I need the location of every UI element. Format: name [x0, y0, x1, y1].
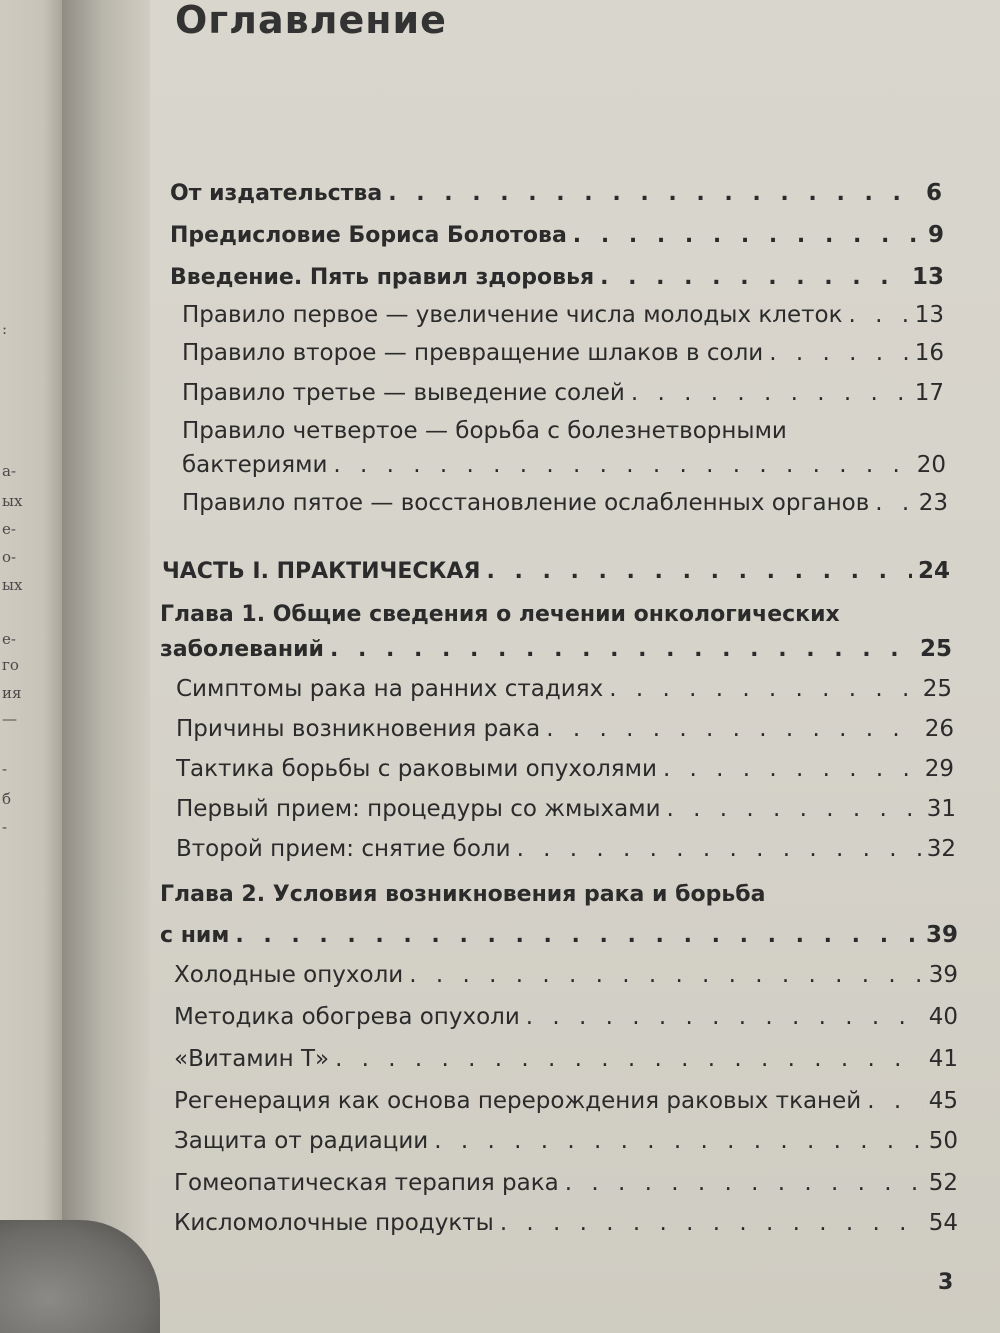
toc-entry-title: Правило третье — выведение солей	[182, 380, 625, 406]
facing-page-fragment: е-	[2, 520, 16, 538]
facing-page-fragment: -	[2, 760, 8, 778]
dot-leader	[867, 1088, 923, 1114]
page-title: Оглавление	[175, 0, 447, 42]
dot-leader	[609, 676, 917, 702]
toc-entry-title: Холодные опухоли	[174, 962, 404, 988]
toc-page-number: 32	[926, 836, 956, 862]
toc-page-number: 29	[924, 756, 954, 782]
toc-entry-title: Регенерация как основа перерождения раковых тканей	[174, 1088, 862, 1114]
dot-leader	[333, 452, 910, 478]
toc-entry-title: Тактика борьбы с раковыми опухолями	[176, 756, 657, 782]
toc-heading	[160, 922, 958, 948]
toc-entry	[174, 962, 958, 988]
toc-entry	[176, 756, 954, 782]
toc-heading	[170, 180, 942, 206]
toc-page-number: 23	[918, 490, 948, 516]
toc-entry	[182, 380, 944, 406]
toc-entry-title: От издательства	[170, 181, 383, 206]
dot-leader	[849, 302, 909, 328]
toc-heading	[170, 264, 944, 290]
dot-leader	[526, 1004, 923, 1030]
toc-entry	[182, 340, 944, 366]
facing-page-fragment: -	[2, 818, 8, 836]
toc-page-number: 40	[928, 1004, 958, 1030]
toc-entry-title: Кисломолочные продукты	[174, 1210, 494, 1236]
book-gutter	[62, 0, 152, 1333]
dot-leader	[517, 836, 921, 862]
facing-page-fragment: б	[2, 790, 12, 808]
toc-entry	[174, 1210, 958, 1236]
dot-leader	[667, 796, 921, 822]
dot-leader	[335, 1046, 923, 1072]
toc-page-number: 13	[911, 264, 944, 290]
facing-page-fragment: го	[2, 656, 19, 674]
facing-page-edge	[0, 0, 62, 1333]
toc-entry-first-line: Глава 1. Общие сведения о лечении онкологических	[160, 602, 840, 627]
toc-entry-first-line: Правило четвертое — борьба с болезнетворными	[182, 418, 787, 444]
toc-page-number: 13	[914, 302, 944, 328]
toc-entry	[174, 1004, 958, 1030]
dot-leader	[434, 1128, 922, 1154]
toc-entry	[182, 452, 946, 478]
toc-entry-first-line: Глава 2. Условия возникновения рака и борьба	[160, 882, 766, 907]
toc-entry-title: Защита от радиации	[174, 1128, 429, 1154]
toc-heading	[170, 222, 944, 248]
facing-page-fragment: :	[2, 320, 8, 338]
toc-entry	[176, 796, 956, 822]
toc-entry-title: с ним	[160, 923, 230, 948]
toc-page-number: 50	[928, 1128, 958, 1154]
facing-page-fragment: о-	[2, 548, 17, 566]
toc-page-number: 24	[917, 558, 950, 584]
dot-leader	[486, 559, 912, 584]
dot-leader	[573, 223, 922, 248]
toc-page-number: 20	[916, 452, 946, 478]
toc-entry-title: Второй прием: снятие боли	[176, 836, 511, 862]
facing-page-fragment: ых	[2, 492, 23, 510]
dot-leader	[409, 962, 923, 988]
toc-heading	[162, 558, 950, 584]
toc-entry	[182, 490, 948, 516]
toc-entry-title: Первый прием: процедуры со жмыхами	[176, 796, 661, 822]
toc-entry-title: Симптомы рака на ранних стадиях	[176, 676, 604, 702]
toc-entry	[174, 1170, 958, 1196]
page-number: 3	[938, 1270, 954, 1295]
dot-leader	[235, 923, 920, 948]
toc-entry	[176, 676, 952, 702]
facing-page-fragment: —	[2, 710, 17, 728]
toc-page-number: 9	[927, 222, 944, 248]
toc-page-number: 31	[926, 796, 956, 822]
toc-entry-title: Правило второе — превращение шлаков в соли	[182, 340, 764, 366]
toc-entry	[174, 1046, 958, 1072]
toc-page-number: 25	[922, 676, 952, 702]
toc-page-number: 41	[928, 1046, 958, 1072]
toc-entry-title: заболеваний	[160, 637, 324, 662]
facing-page-fragment: ых	[2, 576, 23, 594]
toc-entry-title: Правило пятое — восстановление ослабленных органов	[182, 490, 870, 516]
toc-page-number: 39	[925, 922, 958, 948]
toc-entry-title: Причины возникновения рака	[176, 716, 541, 742]
facing-page-fragment: ия	[2, 684, 22, 702]
dot-leader	[565, 1170, 923, 1196]
toc-page-number: 25	[919, 636, 952, 662]
toc-entry-title: Гомеопатическая терапия рака	[174, 1170, 559, 1196]
dot-leader	[769, 340, 908, 366]
toc-entry-title: Правило первое — увеличение числа молодых клеток	[182, 302, 843, 328]
toc-page-number: 26	[924, 716, 954, 742]
toc-entry	[176, 836, 956, 862]
toc-entry-title: Введение. Пять правил здоровья	[170, 265, 595, 290]
dot-leader	[631, 380, 909, 406]
dot-leader	[875, 490, 912, 516]
facing-page-fragment: а-	[2, 462, 17, 480]
dot-leader	[600, 265, 906, 290]
toc-entry	[174, 1128, 958, 1154]
toc-entry	[176, 716, 954, 742]
toc-page-number: 54	[928, 1210, 958, 1236]
toc-entry-title: ЧАСТЬ I. ПРАКТИЧЕСКАЯ	[162, 559, 481, 584]
facing-page-fragment: е-	[2, 630, 16, 648]
toc-entry	[174, 1088, 958, 1114]
dot-leader	[388, 181, 920, 206]
dot-leader	[330, 637, 914, 662]
toc-entry-title: Предисловие Бориса Болотова	[170, 223, 567, 248]
toc-page-number: 45	[928, 1088, 958, 1114]
toc-heading	[160, 636, 952, 662]
dot-leader	[546, 716, 918, 742]
dot-leader	[663, 756, 919, 782]
toc-page-number: 6	[925, 180, 942, 206]
toc-page-number: 39	[928, 962, 958, 988]
toc-entry	[182, 302, 944, 328]
toc-entry-title: Методика обогрева опухоли	[174, 1004, 520, 1030]
dot-leader	[500, 1210, 923, 1236]
toc-page-number: 17	[914, 380, 944, 406]
toc-page-number: 52	[928, 1170, 958, 1196]
toc-entry-title: бактериями	[182, 452, 328, 478]
toc-page-number: 16	[914, 340, 944, 366]
toc-entry-title: «Витамин Т»	[174, 1046, 330, 1072]
